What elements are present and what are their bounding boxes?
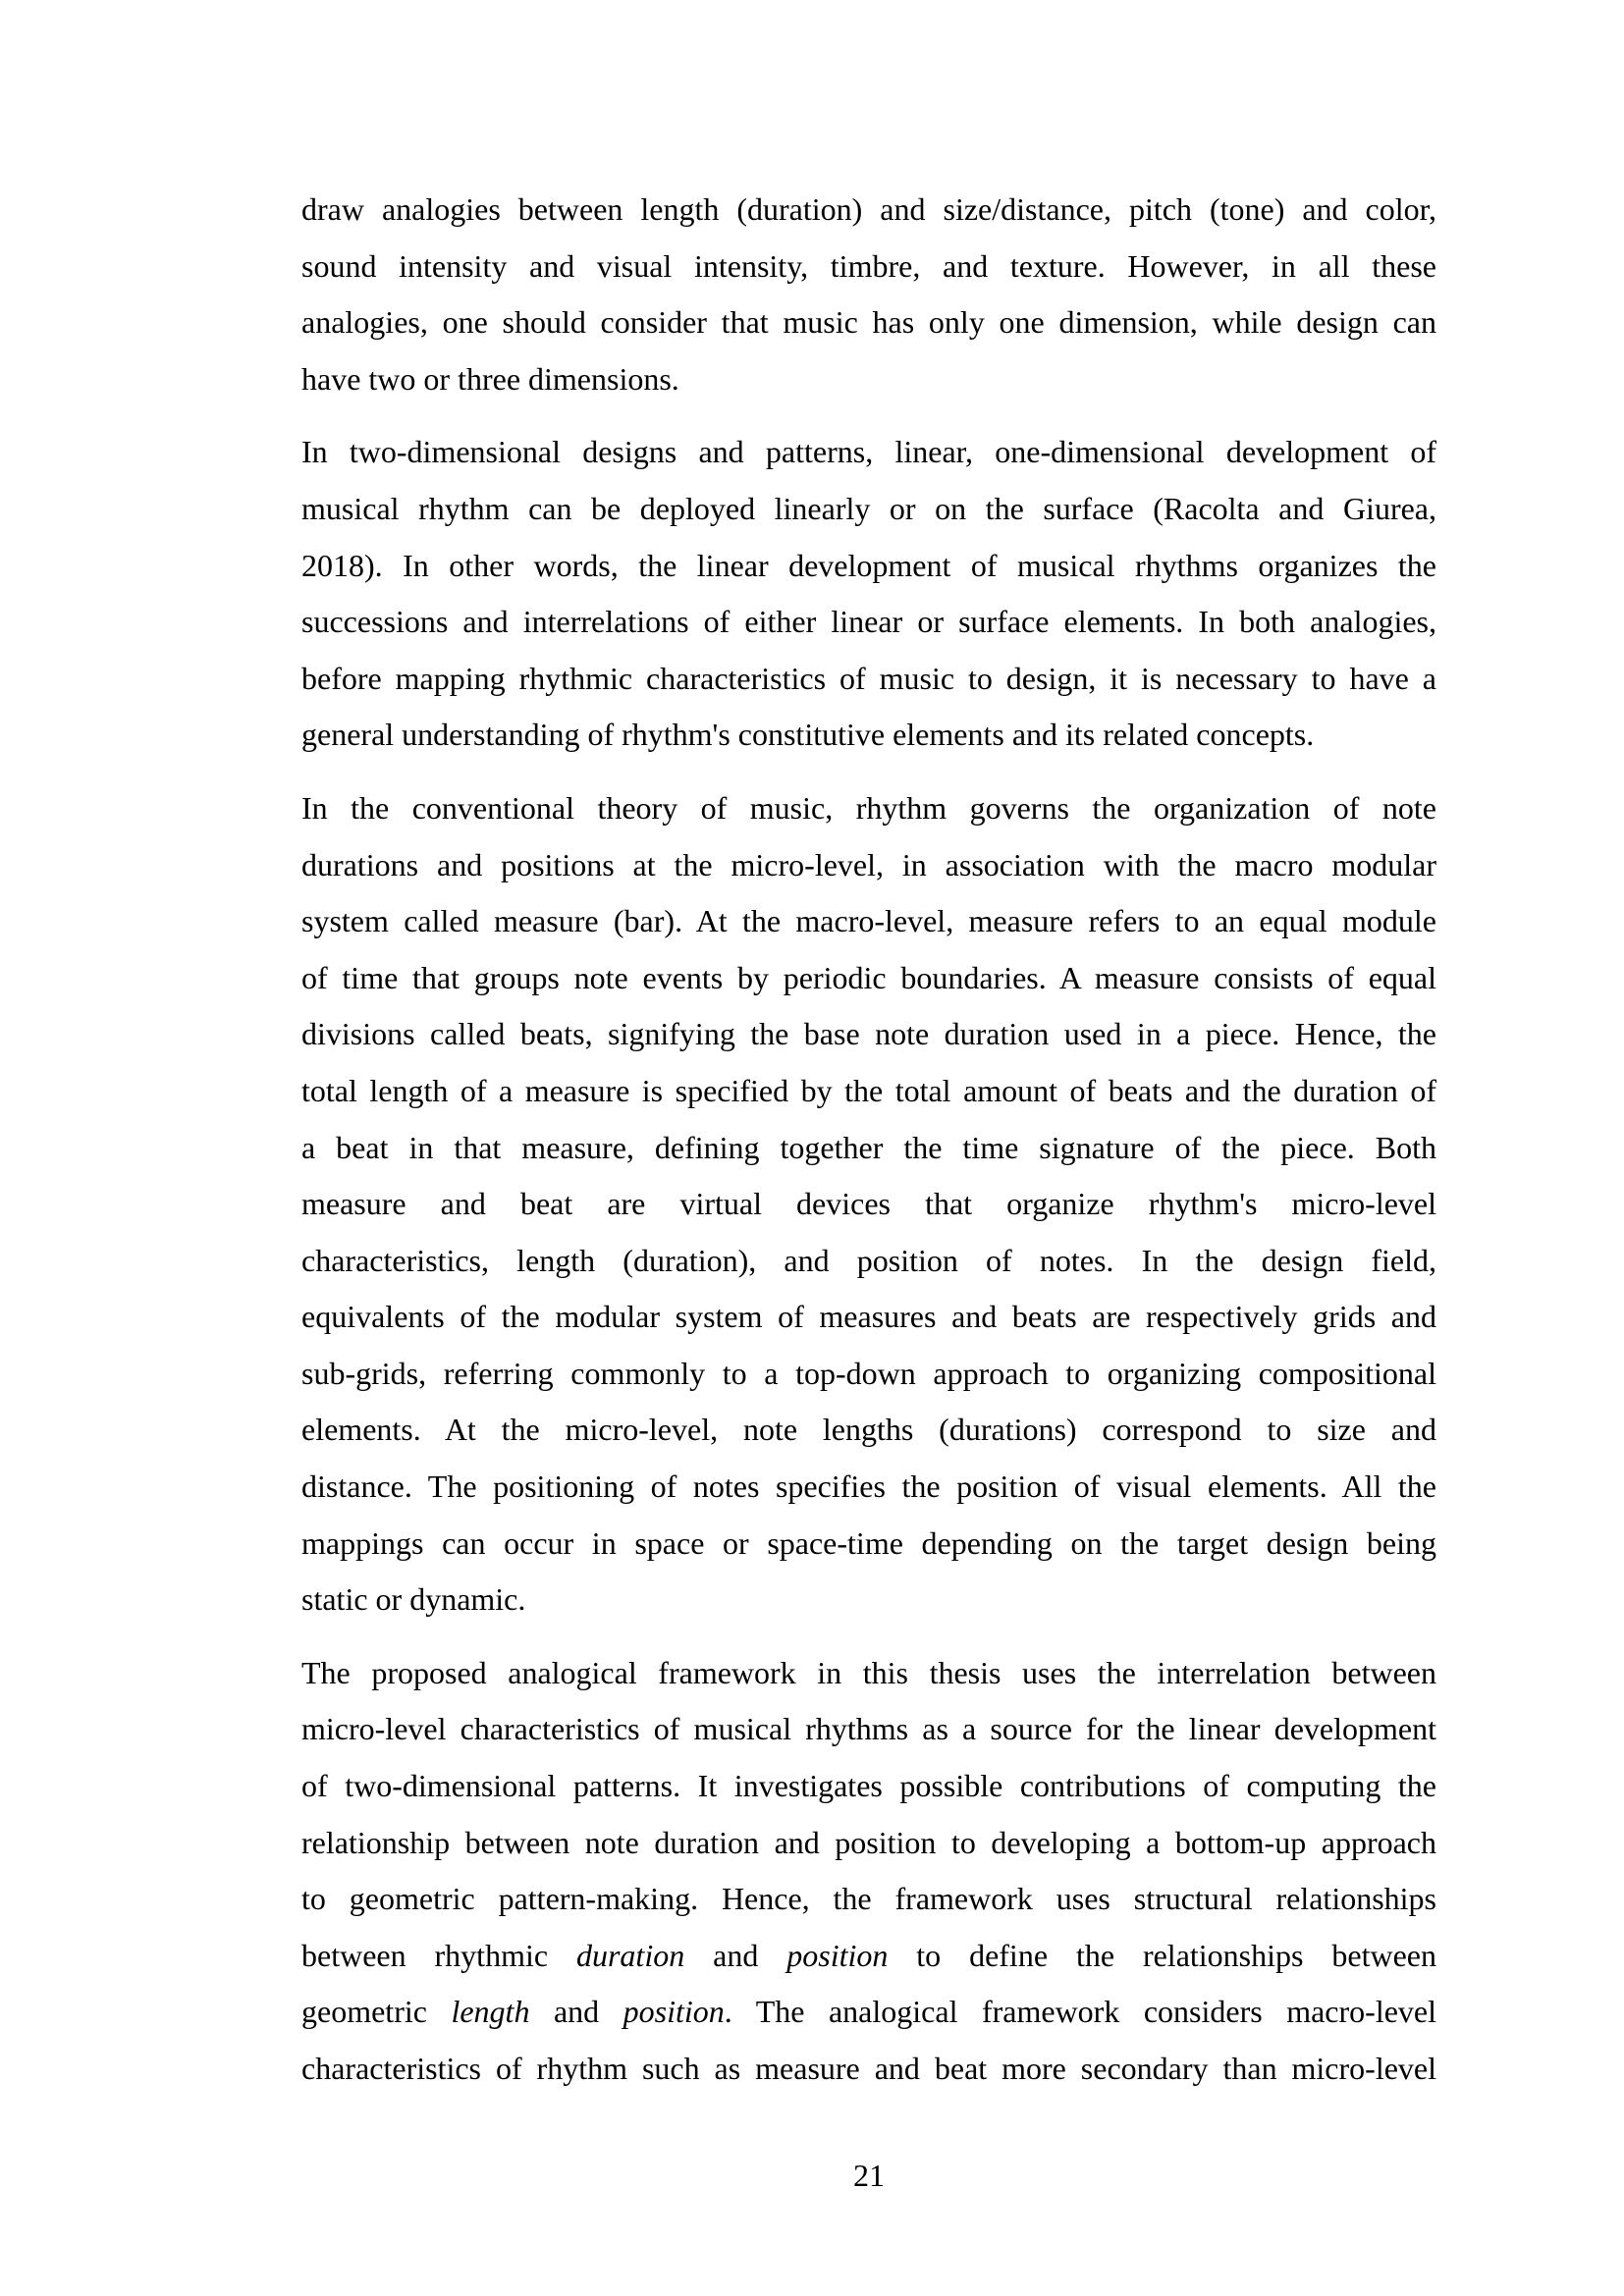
- text-segment: . The analogical framework considers macro-level: [724, 1994, 1437, 2030]
- text-line: [301, 651, 1436, 708]
- text-segment: mappings can occur in space or space-time depending on the target design being: [301, 1524, 1436, 1561]
- text-line: [301, 950, 1436, 1007]
- text-line: [301, 294, 1436, 351]
- text-line: [301, 780, 1436, 837]
- text-segment: sub-grids, referring commonly to a top-down approach to organizing compositional: [301, 1355, 1436, 1391]
- text-segment: distance. The positioning of notes specifies the position of visual elements. All the: [301, 1468, 1436, 1505]
- text-line: [301, 837, 1436, 894]
- text-line: [301, 1871, 1436, 1928]
- text-segment: before mapping rhythmic characteristics of music to design, it is necessary to have a: [301, 660, 1436, 696]
- text-segment: of time that groups note events by periodic boundaries. A measure consists of equal: [301, 959, 1436, 995]
- text-segment: elements. At the micro-level, note lengths (durations) correspond to size and: [301, 1412, 1436, 1448]
- paragraph: [301, 182, 1436, 407]
- text-line: [301, 239, 1436, 295]
- text-line: [301, 1572, 1436, 1629]
- text-line: [301, 538, 1436, 595]
- text-segment: system called measure (bar). At the macro-level, measure refers to an equal module: [301, 903, 1436, 939]
- text-line: [301, 594, 1436, 651]
- text-line: [301, 1006, 1436, 1063]
- text-segment: 2018). In other words, the linear development of musical rhythms organizes the: [301, 547, 1436, 583]
- text-line: [301, 2041, 1436, 2098]
- italic-text-segment: position: [623, 1994, 725, 2030]
- text-segment: successions and interrelations of either linear or surface elements. In both analogies,: [301, 604, 1436, 640]
- text-segment: equivalents of the modular system of measures and beats are respectively grids and: [301, 1299, 1436, 1335]
- text-segment: of two-dimensional patterns. It investigates possible contributions of computing the: [301, 1768, 1436, 1804]
- text-line: [301, 1120, 1436, 1177]
- text-segment: and: [684, 1937, 787, 1973]
- text-segment: measure and beat are virtual devices that organize rhythm's micro-level: [301, 1186, 1436, 1222]
- text-segment: durations and positions at the micro-level, in association with the macro modular: [301, 846, 1436, 882]
- text-segment: relationship between note duration and position to developing a bottom-up approach: [301, 1824, 1436, 1860]
- text-line: [301, 1928, 1436, 1985]
- text-segment: sound intensity and visual intensity, timbre, and texture. However, in all these: [301, 247, 1436, 284]
- text-line: [301, 1758, 1436, 1815]
- italic-text-segment: position: [786, 1937, 889, 1973]
- text-line: [301, 1701, 1436, 1758]
- italic-text-segment: duration: [575, 1937, 685, 1973]
- paragraph: [301, 1645, 1436, 2098]
- text-segment: analogies, one should consider that music has only one dimension, while design can: [301, 304, 1436, 341]
- text-line: [301, 1233, 1436, 1290]
- text-segment: micro-level characteristics of musical rhythms as a source for the linear development: [301, 1711, 1436, 1747]
- text-line: [301, 1645, 1436, 1702]
- text-segment: The proposed analogical framework in this thesis uses the interrelation between: [301, 1654, 1436, 1690]
- text-segment: a beat in that measure, defining together the time signature of the piece. Both: [301, 1129, 1436, 1165]
- text-segment: between rhythmic: [301, 1937, 576, 1973]
- text-segment: draw analogies between length (duration) and size/distance, pitch (tone) and color,: [301, 191, 1436, 227]
- text-segment: geometric: [301, 1994, 452, 2030]
- text-segment: static or dynamic.: [301, 1581, 526, 1618]
- text-line: [301, 893, 1436, 950]
- text-segment: to define the relationships between: [888, 1937, 1437, 1973]
- paragraph: [301, 424, 1436, 764]
- text-segment: characteristics, length (duration), and position of notes. In the design field,: [301, 1242, 1436, 1278]
- text-line: [301, 1063, 1436, 1120]
- text-segment: characteristics of rhythm such as measure and beat more secondary than micro-level: [301, 2051, 1436, 2086]
- text-block: [301, 182, 1436, 2114]
- text-line: [301, 351, 1436, 408]
- text-line: [301, 1984, 1436, 2041]
- text-line: [301, 1289, 1436, 1346]
- text-segment: total length of a measure is specified by the total amount of beats and the duration of: [301, 1072, 1436, 1108]
- text-line: [301, 182, 1436, 239]
- text-segment: general understanding of rhythm's constitutive elements and its related concepts.: [301, 717, 1315, 753]
- text-line: [301, 481, 1436, 538]
- text-line: [301, 1459, 1436, 1516]
- paragraph: [301, 780, 1436, 1629]
- text-segment: have two or three dimensions.: [301, 360, 679, 397]
- text-line: [301, 1346, 1436, 1403]
- text-segment: to geometric pattern-making. Hence, the framework uses structural relationships: [301, 1881, 1436, 1917]
- text-segment: divisions called beats, signifying the base note duration used in a piece. Hence, the: [301, 1016, 1436, 1052]
- text-segment: In the conventional theory of music, rhythm governs the organization of note: [301, 789, 1436, 826]
- text-line: [301, 1516, 1436, 1573]
- text-segment: musical rhythm can be deployed linearly or on the surface (Racolta and Giurea,: [301, 490, 1436, 526]
- page-number: 21: [853, 2158, 885, 2193]
- text-line: [301, 1176, 1436, 1233]
- text-line: [301, 1815, 1436, 1872]
- text-line: [301, 424, 1436, 481]
- text-line: [301, 1402, 1436, 1459]
- italic-text-segment: length: [451, 1994, 530, 2030]
- text-segment: and: [529, 1994, 623, 2030]
- text-line: [301, 707, 1436, 764]
- text-segment: In two-dimensional designs and patterns, linear, one-dimensional development of: [301, 434, 1436, 470]
